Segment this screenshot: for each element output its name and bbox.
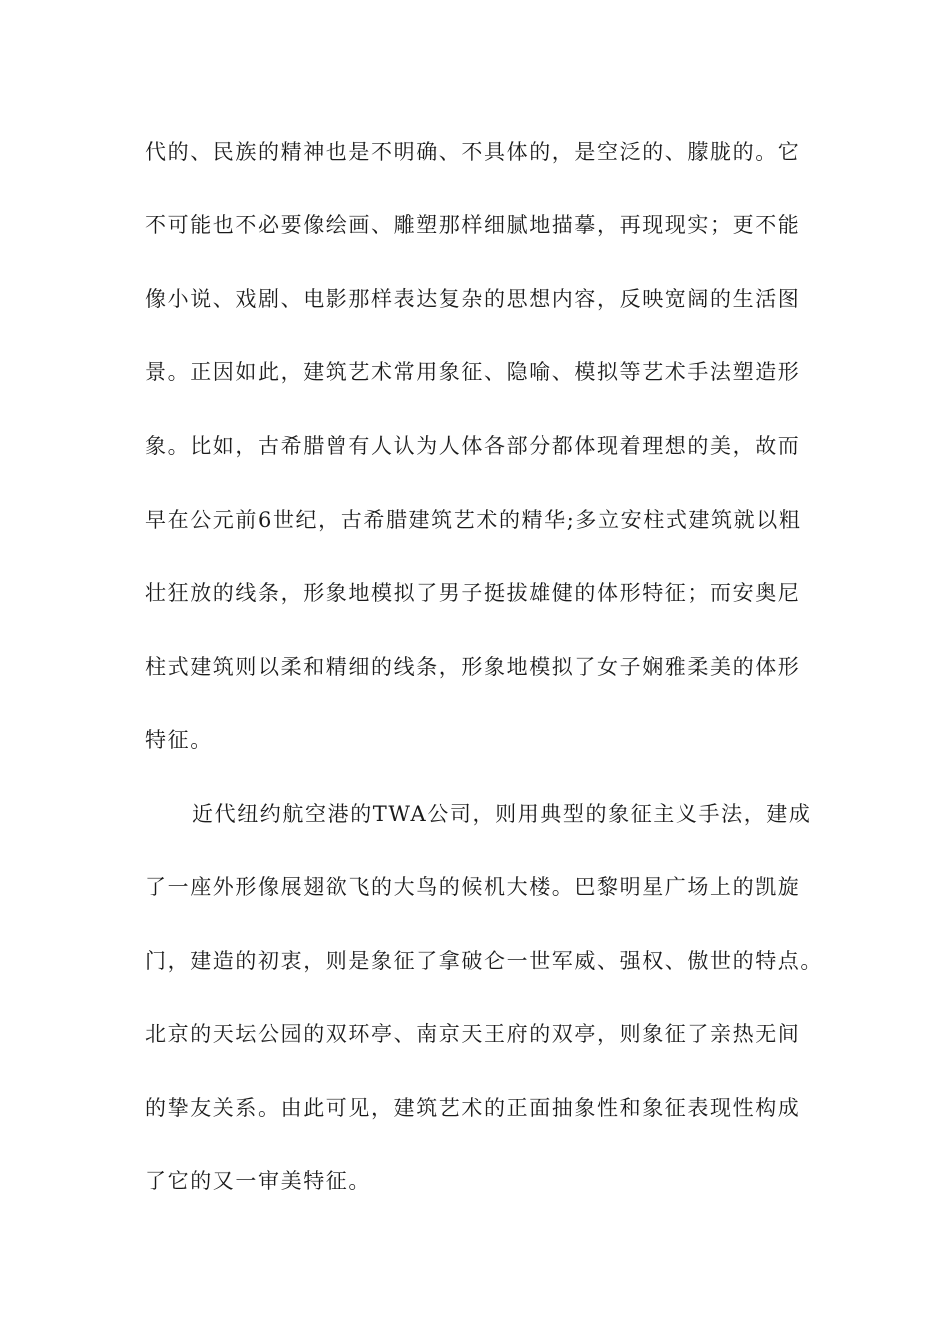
paragraph-line: 门，建造的初衷，则是象征了拿破仑一世军威、强权、傲世的特点。 — [145, 949, 823, 973]
paragraph-line: 壮狂放的线条，形象地模拟了男子挺拔雄健的体形特征；而安奥尼 — [145, 581, 801, 605]
paragraph-line: 了一座外形像展翅欲飞的大鸟的候机大楼。巴黎明星广场上的凯旋 — [145, 875, 801, 899]
paragraph-line: 景。正因如此，建筑艺术常用象征、隐喻、模拟等艺术手法塑造形 — [145, 360, 801, 384]
paragraph-line: 北京的天坛公园的双环亭、南京天王府的双亭，则象征了亲热无间 — [145, 1022, 801, 1046]
paragraph-line: 近代纽约航空港的TWA公司，则用典型的象征主义手法，建成 — [192, 802, 812, 826]
paragraph-line: 特征。 — [145, 728, 213, 752]
paragraph-line: 了它的又一审美特征。 — [145, 1169, 371, 1193]
paragraph-line: 代的、民族的精神也是不明确、不具体的，是空泛的、朦胧的。它 — [145, 140, 801, 164]
paragraph-line: 象。比如，古希腊曾有人认为人体各部分都体现着理想的美，故而 — [145, 434, 801, 458]
paragraph-line: 早在公元前6世纪，古希腊建筑艺术的精华;多立安柱式建筑就以粗 — [145, 508, 802, 532]
paragraph-line: 的挚友关系。由此可见，建筑艺术的正面抽象性和象征表现性构成 — [145, 1096, 801, 1120]
paragraph-line: 像小说、戏剧、电影那样表达复杂的思想内容，反映宽阔的生活图 — [145, 287, 801, 311]
paragraph-line: 柱式建筑则以柔和精细的线条，形象地模拟了女子娴雅柔美的体形 — [145, 655, 801, 679]
paragraph-line: 不可能也不必要像绘画、雕塑那样细腻地描摹，再现现实；更不能 — [145, 213, 801, 237]
